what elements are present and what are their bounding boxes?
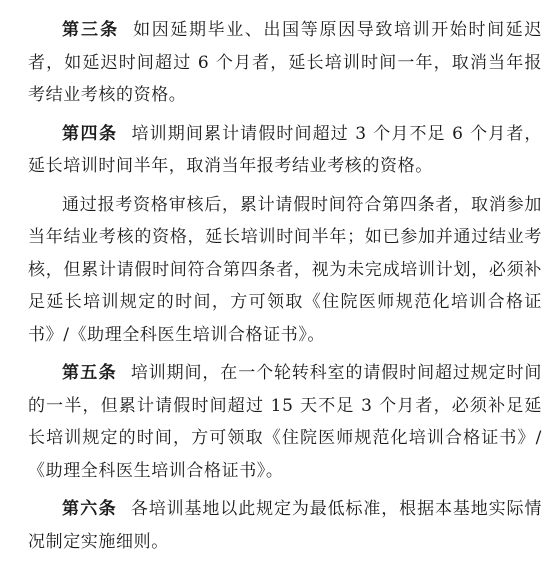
- article-5: [28, 357, 542, 487]
- article-4-followup: [28, 189, 542, 352]
- article-5-text: 培训期间，在一个轮转科室的请假时间超过规定时间的一半，但累计请假时间超过 15 天不足 3 个月者，必须补足延长培训规定的时间，方可领取《住院医师规范化培训合格证书》/《助理全科医生培训合格证书》。: [28, 363, 542, 481]
- article-6-number: 第六条: [62, 499, 117, 519]
- article-3-text: 如因延期毕业、出国等原因导致培训开始时间延迟者，如延迟时间超过 6 个月者，延长培训时间一年，取消当年报考结业考核的资格。: [28, 20, 543, 105]
- article-5-number: 第五条: [62, 363, 117, 383]
- article-6-text: 各培训基地以此规定为最低标准，根据本基地实际情况制定实施细则。: [28, 499, 542, 552]
- article-4-text: 培训期间累计请假时间超过 3 个月不足 6 个月者，延长培训时间半年，取消当年报考结业考核的资格。: [28, 123, 543, 176]
- article-3: [28, 14, 542, 112]
- article-4-followup-text: 通过报考资格审核后，累计请假时间符合第四条者，取消参加当年结业考核的资格，延长培训时间半年；如已参加并通过结业考核，但累计请假时间符合第四条者，视为未完成培训计划，必须补足延长培训规定的时间，方可领取《住院医师规范化培训合格证书》/《助理全科医生培训合格证书》。: [28, 194, 542, 345]
- article-4-number: 第四条: [62, 123, 118, 144]
- article-6: [28, 493, 542, 558]
- article-4: [28, 118, 542, 183]
- article-3-number: 第三条: [62, 20, 120, 40]
